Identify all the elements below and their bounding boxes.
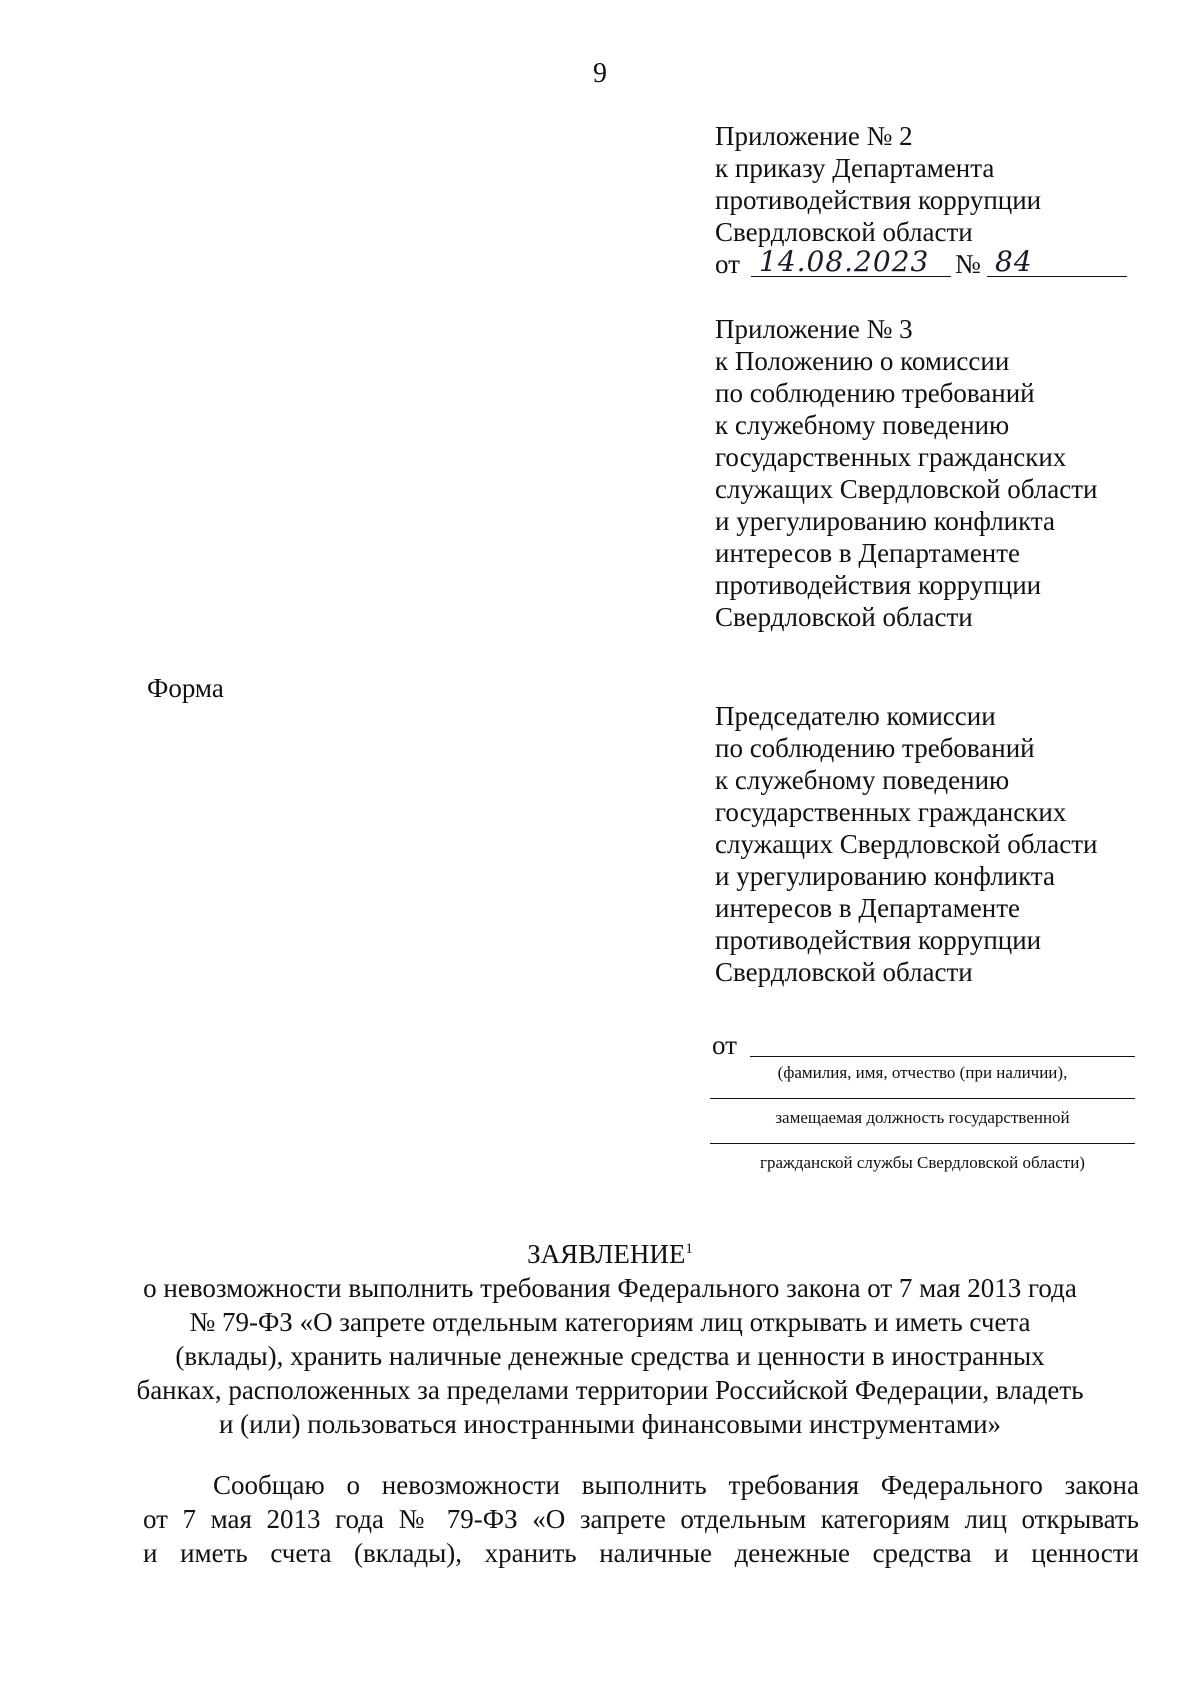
annex-2-line: Приложение № 2: [715, 121, 913, 151]
addressee-line: к служебному поведению: [715, 765, 1010, 795]
annex-3-line: по соблюдению требований: [715, 378, 1035, 408]
applicant-name-field[interactable]: [750, 1056, 1135, 1057]
applicant-name-hint: (фамилия, имя, отчество (при наличии),: [777, 1063, 1068, 1082]
applicant-position-field[interactable]: [710, 1098, 1135, 1099]
statement-subtitle-line: № 79-ФЗ «О запрете отдельным категориям лиц открывать и иметь счета: [189, 1307, 1031, 1337]
applicant-from-label: от: [712, 1030, 737, 1060]
addressee-line: государственных гражданских: [715, 797, 1067, 827]
annex-3-line: к служебному поведению: [715, 410, 1010, 440]
statement-title: [130, 1237, 1090, 1441]
order-number-label: №: [955, 249, 981, 279]
page-number: 9: [593, 58, 607, 89]
annex-3-line: Свердловской области: [715, 602, 973, 632]
statement-subtitle-line: банках, расположенных за пределами территории Российской Федерации, владеть: [136, 1375, 1084, 1405]
order-from-label: от: [715, 249, 740, 279]
addressee-line: Председателю комиссии: [715, 701, 996, 731]
addressee-block: [715, 700, 1097, 988]
form-label: Форма: [147, 673, 224, 703]
order-number-field: [987, 245, 1127, 278]
applicant-service-field[interactable]: [710, 1143, 1135, 1144]
annex-2-line: Свердловской области: [715, 217, 973, 247]
addressee-line: и урегулированию конфликта: [715, 861, 1056, 891]
addressee-line: по соблюдению требований: [715, 733, 1035, 763]
footnote-mark: 1: [685, 1241, 693, 1257]
order-date-field: [751, 245, 951, 278]
annex-3-line: к Положению о комиссии: [715, 346, 1010, 376]
applicant-service-hint: гражданской службы Свердловской области): [760, 1153, 1085, 1172]
applicant-position-hint: замещаемая должность государственной: [775, 1108, 1070, 1127]
body-line: и иметь счета (вклады), хранить наличные денежные средства и ценности: [143, 1538, 1139, 1568]
statement-body: [143, 1468, 1139, 1570]
applicant-name-line: [710, 1030, 1135, 1062]
annex-3-line: Приложение № 3: [715, 314, 913, 344]
body-line: Сообщаю о невозможности выполнить требования Федерального закона: [213, 1470, 1139, 1500]
order-date-number-line: [715, 245, 1041, 280]
order-date-handwritten: 14.08.2023: [759, 245, 930, 278]
statement-subtitle-line: о невозможности выполнить требования Федерального закона от 7 мая 2013 года: [143, 1273, 1077, 1303]
annex-2-header: [715, 120, 1041, 280]
annex-3-header: [715, 313, 1097, 633]
body-line: от 7 мая 2013 года № 79-ФЗ «О запрете отдельным категориям лиц открывать: [143, 1504, 1139, 1534]
statement-subtitle-line: (вклады), хранить наличные денежные средства и ценности в иностранных: [175, 1341, 1045, 1371]
addressee-line: служащих Свердловской области: [715, 829, 1098, 859]
annex-3-line: и урегулированию конфликта: [715, 506, 1056, 536]
order-number-handwritten: 84: [995, 245, 1033, 278]
annex-3-line: служащих Свердловской области: [715, 474, 1098, 504]
addressee-line: интересов в Департаменте: [715, 893, 1021, 923]
addressee-line: противодействия коррупции: [715, 925, 1042, 955]
annex-3-line: противодействия коррупции: [715, 570, 1042, 600]
statement-heading: [130, 1237, 1090, 1271]
annex-3-line: интересов в Департаменте: [715, 538, 1021, 568]
statement-subtitle-line: и (или) пользоваться иностранными финансовыми инструментами»: [218, 1409, 1002, 1439]
annex-2-line: к приказу Департамента: [715, 153, 995, 183]
applicant-from-section: [710, 1030, 1135, 1174]
statement-heading-text: ЗАЯВЛЕНИЕ: [527, 1239, 686, 1269]
annex-2-line: противодействия коррупции: [715, 185, 1042, 215]
annex-3-line: государственных гражданских: [715, 442, 1067, 472]
addressee-line: Свердловской области: [715, 957, 973, 987]
